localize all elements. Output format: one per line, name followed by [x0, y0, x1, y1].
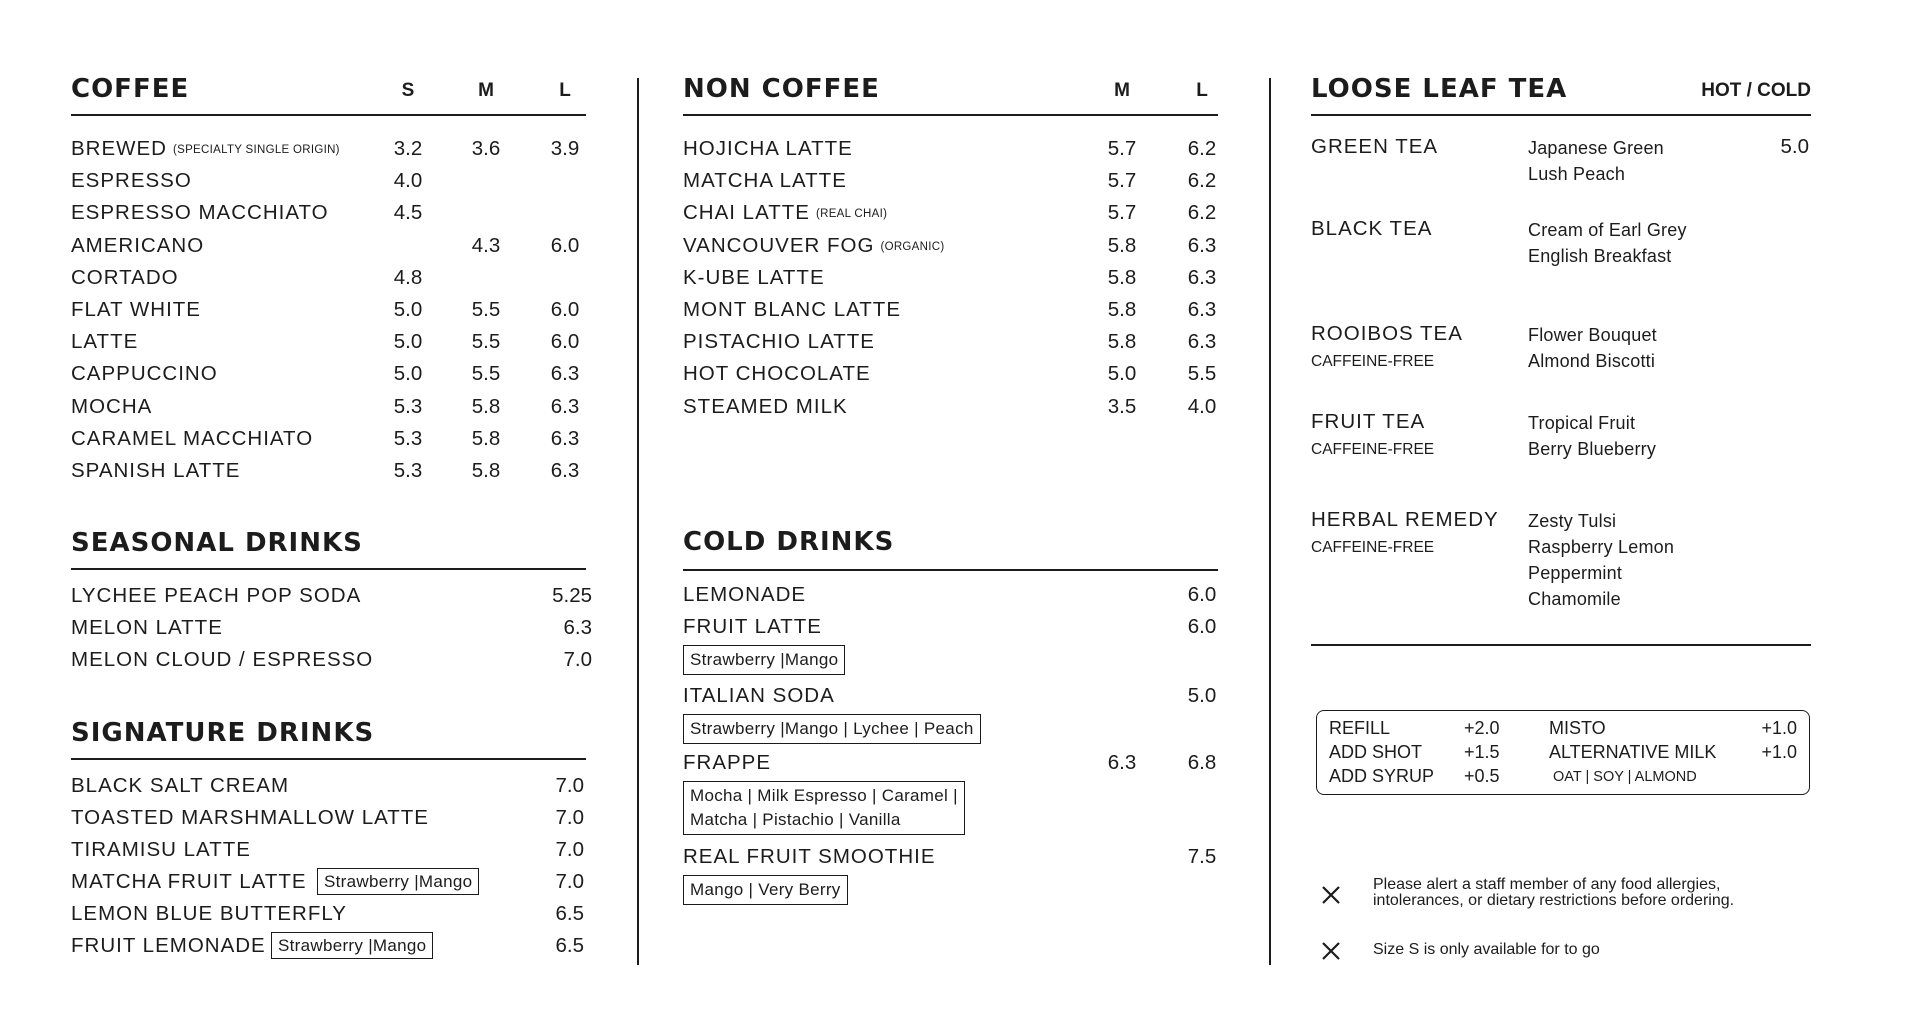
flavor-options	[683, 714, 981, 744]
item-name	[71, 165, 192, 197]
item-name-text: CARAMEL MACCHIATO	[71, 426, 314, 450]
price-s: 5.3	[393, 458, 423, 482]
menu-row	[683, 197, 1218, 229]
price-l: 6.3	[550, 426, 580, 450]
item-name	[683, 230, 944, 265]
tea-price: 5.0	[1780, 135, 1809, 158]
item-name	[71, 391, 152, 423]
tea-name: BLACK TEA	[1311, 217, 1433, 240]
tea-name: GREEN TEA	[1311, 135, 1439, 158]
item-name: REAL FRUIT SMOOTHIE	[683, 844, 936, 868]
alt-milk-label: ALTERNATIVE MILK	[1549, 742, 1717, 762]
menu-row	[71, 391, 586, 423]
item-name	[683, 358, 871, 390]
price-l: 6.3	[1187, 330, 1217, 354]
price-s: 5.0	[393, 330, 423, 354]
menu-row	[71, 423, 586, 455]
price-m: 5.5	[471, 362, 501, 386]
price-m: 5.8	[1107, 297, 1137, 321]
close-icon	[1321, 941, 1341, 961]
price-m: 5.8	[1107, 330, 1137, 354]
item-name: TOASTED MARSHMALLOW LATTE	[71, 806, 429, 830]
price-l: 6.8	[1187, 750, 1217, 774]
tea-flavor: Peppermint	[1528, 563, 1623, 583]
item-price: 6.3	[563, 616, 592, 640]
price-l: 6.3	[550, 362, 580, 386]
price-s: 5.3	[393, 394, 423, 418]
item-name: MELON LATTE	[71, 616, 223, 640]
price-l: 6.3	[1187, 265, 1217, 289]
menu-row	[71, 834, 586, 866]
item-name-text: AMERICANO	[71, 233, 205, 257]
item-name-text: ESPRESSO MACCHIATO	[71, 201, 329, 225]
item-name	[683, 165, 847, 197]
item-name-text: MATCHA LATTE	[683, 169, 847, 193]
column-divider-left	[637, 78, 639, 965]
menu-row	[71, 770, 586, 802]
menu-row	[71, 802, 586, 834]
coffee-title: COFFEE	[71, 74, 190, 104]
tea-name: ROOIBOS TEA	[1311, 322, 1463, 345]
price-l: 6.2	[1187, 137, 1217, 160]
item-name-text: MONT BLANC LATTE	[683, 297, 901, 321]
refill-label: REFILL	[1329, 718, 1391, 738]
allergy-notice-line1: Please alert a staff member of any food allergies,	[1373, 876, 1721, 893]
item-name	[683, 326, 875, 358]
menu-row	[683, 680, 1218, 712]
price-l: 6.3	[1187, 233, 1217, 257]
refill-price: +2.0	[1464, 718, 1500, 738]
menu-row	[71, 197, 586, 229]
addons-box	[1316, 710, 1810, 795]
tea-flavor: Flower Bouquet	[1528, 325, 1657, 345]
item-name-text: PISTACHIO LATTE	[683, 330, 875, 354]
flavor-options-line: Strawberry |Mango | Lychee | Peach	[690, 718, 974, 738]
item-price: 7.0	[555, 774, 584, 798]
item-name: FRUIT LEMONADE	[71, 934, 266, 958]
price-l: 5.0	[1187, 683, 1217, 707]
cold-item	[683, 611, 1218, 675]
flavor-options	[683, 875, 848, 905]
menu-row	[71, 133, 586, 165]
flavor-options	[683, 645, 845, 675]
tea-header	[1311, 74, 1811, 116]
caffeine-free-label: CAFFEINE-FREE	[1311, 353, 1435, 370]
price-m: 5.5	[471, 297, 501, 321]
item-name-text: MOCHA	[71, 394, 153, 418]
item-name	[71, 358, 218, 390]
price-m: 5.8	[471, 394, 501, 418]
flavor-options: Strawberry |Mango	[271, 932, 433, 959]
price-s: 4.5	[393, 201, 423, 225]
menu-row	[683, 133, 1218, 165]
tea-flavors	[1528, 508, 1674, 612]
price-m: 4.3	[471, 233, 501, 257]
item-name: MATCHA FRUIT LATTE	[71, 870, 307, 894]
item-name: FRUIT LATTE	[683, 614, 822, 638]
item-name-text: HOT CHOCOLATE	[683, 362, 871, 386]
item-name	[71, 423, 313, 455]
menu-row	[71, 580, 592, 612]
noncoffee-title: NON COFFEE	[683, 74, 880, 104]
price-l: 5.5	[1187, 362, 1217, 386]
price-m: 5.8	[1107, 233, 1137, 257]
item-price: 7.0	[555, 870, 584, 894]
flavor-options-line: Mango | Very Berry	[690, 879, 841, 899]
add-syrup-price: +0.5	[1464, 766, 1500, 786]
close-icon	[1321, 885, 1341, 905]
price-m: 6.3	[1107, 750, 1137, 774]
item-name	[71, 262, 179, 294]
price-m: 5.8	[471, 426, 501, 450]
cold-item	[683, 579, 1218, 611]
menu-row	[71, 165, 586, 197]
tea-flavors	[1528, 410, 1656, 462]
item-price: 5.25	[552, 584, 592, 608]
tea-flavor: Berry Blueberry	[1528, 439, 1657, 459]
menu-row	[683, 747, 1218, 779]
menu-row	[71, 262, 586, 294]
item-name: ITALIAN SODA	[683, 683, 835, 707]
item-name: FRAPPE	[683, 750, 772, 774]
price-s: 5.0	[393, 297, 423, 321]
alt-milk-options: OAT | SOY | ALMOND	[1553, 769, 1697, 785]
item-name-text: BREWED	[71, 137, 167, 160]
size-m-label: M	[478, 80, 494, 101]
tea-flavors	[1528, 217, 1687, 269]
menu-row	[71, 612, 592, 644]
menu-row	[71, 358, 586, 390]
item-note: (REAL CHAI)	[815, 208, 888, 221]
price-l: 4.0	[1187, 394, 1217, 418]
price-m: 5.5	[471, 330, 501, 354]
item-name	[71, 197, 329, 229]
seasonal-list	[71, 580, 592, 676]
cold-item	[683, 841, 1218, 905]
price-l: 6.2	[1187, 169, 1217, 193]
coffee-header	[71, 74, 586, 116]
price-l: 7.5	[1187, 844, 1217, 868]
price-m: 5.8	[471, 458, 501, 482]
menu-row	[683, 579, 1218, 611]
middle-column	[683, 74, 1218, 905]
item-name-text: CAPPUCCINO	[71, 362, 218, 386]
price-m: 5.7	[1107, 137, 1137, 160]
misto-price: +1.0	[1761, 718, 1797, 738]
item-name	[71, 230, 204, 262]
price-s: 5.3	[393, 426, 423, 450]
tea-flavor: English Breakfast	[1528, 246, 1672, 266]
right-column	[1311, 74, 1811, 646]
add-syrup-label: ADD SYRUP	[1329, 766, 1435, 786]
flavor-options-line: Strawberry |Mango	[690, 649, 839, 669]
tea-list	[1311, 116, 1811, 646]
seasonal-header	[71, 528, 586, 570]
menu-row	[71, 930, 586, 962]
signature-title: SIGNATURE DRINKS	[71, 718, 375, 749]
price-l: 6.0	[1187, 614, 1217, 638]
noncoffee-header	[683, 74, 1218, 116]
item-name	[683, 391, 848, 423]
flavor-options	[683, 781, 965, 835]
menu-row	[683, 230, 1218, 262]
caffeine-free-label: CAFFEINE-FREE	[1311, 539, 1435, 556]
tea-name: HERBAL REMEDY	[1311, 508, 1499, 531]
price-s: 4.0	[393, 169, 423, 193]
item-price: 7.0	[555, 806, 584, 830]
tea-bottom-divider	[1311, 644, 1811, 646]
menu-row	[683, 611, 1218, 643]
item-price: 7.0	[563, 648, 592, 672]
price-l: 3.9	[550, 137, 580, 160]
item-name: LEMON BLUE BUTTERFLY	[71, 902, 347, 926]
menu-row	[683, 358, 1218, 390]
seasonal-title: SEASONAL DRINKS	[71, 528, 363, 559]
flavor-options: Strawberry |Mango	[317, 868, 479, 895]
item-name-text: ESPRESSO	[71, 169, 192, 193]
item-name-text: FLAT WHITE	[71, 297, 201, 321]
flavor-options-line: Matcha | Pistachio | Vanilla	[690, 809, 901, 829]
menu-row	[71, 898, 586, 930]
misto-label: MISTO	[1549, 718, 1606, 738]
menu-row	[683, 165, 1218, 197]
menu-row	[683, 262, 1218, 294]
size-notice	[1321, 939, 1801, 963]
menu-row	[71, 230, 586, 262]
item-price: 6.5	[555, 934, 584, 958]
cold-header	[683, 527, 1218, 571]
tea-flavors	[1528, 135, 1664, 187]
column-divider-right	[1269, 78, 1271, 965]
item-price: 7.0	[555, 838, 584, 862]
item-name-text: VANCOUVER FOG	[683, 233, 875, 257]
item-price: 6.5	[555, 902, 584, 926]
size-notice-text: Size S is only available for to go	[1373, 941, 1600, 958]
tea-flavor: Lush Peach	[1528, 164, 1626, 184]
menu-row	[683, 841, 1218, 873]
noncoffee-list	[683, 133, 1218, 423]
tea-flavor: Cream of Earl Grey	[1528, 220, 1687, 240]
item-name-text: HOJICHA LATTE	[683, 137, 853, 160]
menu-row	[71, 294, 586, 326]
item-name-text: STEAMED MILK	[683, 394, 848, 418]
tea-flavor: Chamomile	[1528, 589, 1621, 609]
price-m: 3.5	[1107, 394, 1137, 418]
item-name: LEMONADE	[683, 582, 807, 606]
item-name-text: CORTADO	[71, 265, 179, 289]
item-name	[683, 197, 887, 232]
tea-flavors	[1528, 322, 1657, 374]
price-s: 4.8	[393, 265, 423, 289]
alt-milk-price: +1.0	[1761, 742, 1797, 762]
item-name-text: CHAI LATTE	[683, 201, 810, 225]
price-s: 3.2	[393, 137, 423, 160]
item-name-text: SPANISH LATTE	[71, 458, 241, 482]
allergy-notice	[1321, 876, 1801, 916]
caffeine-free-label: CAFFEINE-FREE	[1311, 441, 1435, 458]
menu-row	[683, 294, 1218, 326]
price-l: 6.3	[550, 394, 580, 418]
size-l-label: L	[1196, 80, 1208, 101]
price-m: 5.7	[1107, 201, 1137, 225]
item-name	[71, 455, 240, 487]
item-name	[683, 133, 853, 165]
price-l: 6.0	[1187, 582, 1217, 606]
price-l: 6.0	[550, 233, 580, 257]
cold-item	[683, 680, 1218, 744]
item-name-text: K-UBE LATTE	[683, 265, 825, 289]
item-name	[71, 133, 340, 168]
item-name: TIRAMISU LATTE	[71, 838, 251, 862]
item-name: LYCHEE PEACH POP SODA	[71, 584, 362, 608]
price-l: 6.0	[550, 297, 580, 321]
tea-flavor: Zesty Tulsi	[1528, 511, 1617, 531]
size-l-label: L	[559, 80, 571, 101]
cold-item	[683, 747, 1218, 835]
item-name	[71, 326, 138, 358]
add-shot-price: +1.5	[1464, 742, 1500, 762]
price-m: 5.0	[1107, 362, 1137, 386]
size-m-label: M	[1114, 80, 1130, 101]
item-name	[71, 294, 201, 326]
menu-row	[71, 644, 592, 676]
price-s: 5.0	[393, 362, 423, 386]
size-s-label: S	[401, 80, 415, 101]
menu-row	[683, 326, 1218, 358]
tea-title: LOOSE LEAF TEA	[1311, 74, 1568, 104]
price-m: 5.8	[1107, 265, 1137, 289]
allergy-notice-line2: intolerances, or dietary restrictions before ordering.	[1373, 892, 1735, 909]
hot-cold-label: HOT / COLD	[1701, 80, 1811, 101]
cold-title: COLD DRINKS	[683, 526, 895, 557]
item-name	[683, 262, 825, 294]
price-m: 5.7	[1107, 169, 1137, 193]
coffee-list	[71, 133, 586, 487]
menu-row	[683, 391, 1218, 423]
item-name: BLACK SALT CREAM	[71, 774, 290, 798]
item-name	[683, 294, 901, 326]
add-shot-label: ADD SHOT	[1329, 742, 1423, 762]
price-m: 3.6	[471, 137, 501, 160]
item-name: MELON CLOUD / ESPRESSO	[71, 648, 374, 672]
signature-list	[71, 770, 586, 962]
price-l: 6.3	[550, 458, 580, 482]
tea-flavor: Tropical Fruit	[1528, 413, 1636, 433]
tea-flavor: Raspberry Lemon	[1528, 537, 1675, 557]
item-note: (SPECIALTY SINGLE ORIGIN)	[172, 144, 340, 156]
price-l: 6.0	[550, 330, 580, 354]
item-note: (ORGANIC)	[880, 240, 945, 253]
tea-name: FRUIT TEA	[1311, 410, 1426, 433]
item-name-text: LATTE	[71, 330, 139, 354]
tea-flavor: Japanese Green	[1528, 138, 1664, 158]
tea-flavor: Almond Biscotti	[1528, 351, 1656, 371]
menu-row	[71, 455, 586, 487]
signature-header	[71, 718, 586, 760]
cold-list	[683, 579, 1218, 905]
left-column	[71, 74, 592, 962]
menu-row	[71, 326, 586, 358]
flavor-options-line: Mocha | Milk Espresso | Caramel |	[690, 785, 958, 805]
price-l: 6.3	[1187, 297, 1217, 321]
price-l: 6.2	[1187, 201, 1217, 225]
menu-row	[71, 866, 586, 898]
